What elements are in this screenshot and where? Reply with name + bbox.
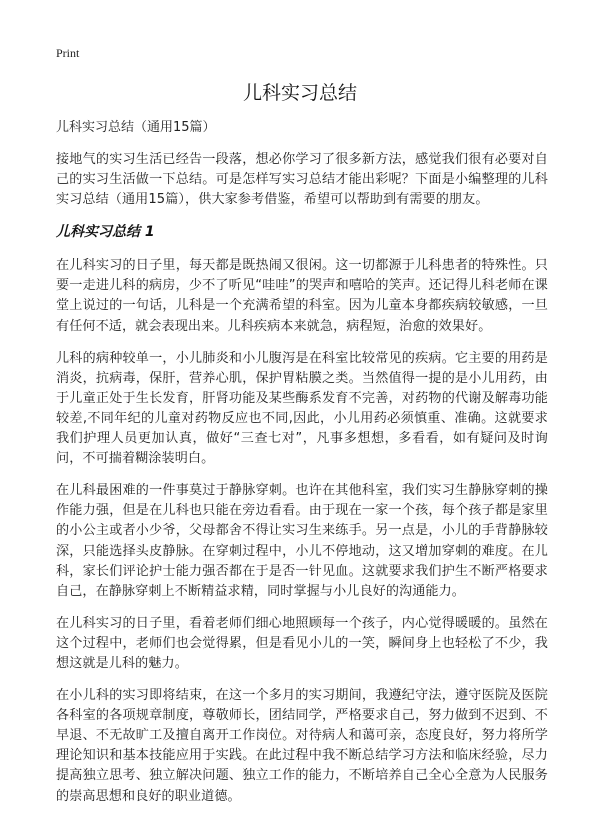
print-link[interactable]: Print [56, 46, 80, 60]
body-paragraph: 在儿科实习的日子里，看着老师们细心地照顾每一个孩子，内心觉得暖暖的。虽然在这个过程中，老师们也会觉得累，但是看见小儿的一笑，瞬间身上也轻松了不少，我想这就是儿科的魅力。 [56, 615, 548, 671]
page-title: 儿科实习总结 [242, 82, 357, 104]
body-paragraph: 儿科的病种较单一，小儿肺炎和小儿腹泻是在科室比较常见的疾病。它主要的用药是消炎，抗病毒，保肝，营养心肌，保护胃粘膜之类。当然值得一提的是小儿用药，由于儿童正处于生长发育，肝肾功能及某些酶系发育不完善，对药物的代谢及解毒功能较差,不同年纪的儿童对药物反应也不同,因此，小儿用药必须慎重、准确。这就要求我们护理人员更加认真，做好“三查七对”，凡事多想想，多看看，如有疑问及时询问，不可揣着糊涂装明白。 [56, 350, 548, 467]
document-subtitle: 儿科实习总结（通用15篇） [56, 120, 216, 135]
intro-paragraph: 接地气的实习生活已经告一段落，想必你学习了很多新方法，感觉我们很有必要对自己的实习生活做一下总结。可是怎样写实习总结才能出彩呢？下面是小编整理的儿科实习总结（通用15篇），供大家参考借鉴，希望可以帮助到有需要的朋友。 [56, 152, 548, 208]
body-paragraph: 在儿科最困难的一件事莫过于静脉穿刺。也许在其他科室，我们实习生静脉穿刺的操作能力强，但是在儿科也只能在旁边看看。由于现在一家一个孩，每个孩子都是家里的小公主或者小少爷，父母都舍不得让实习生来练手。另一点是，小儿的手背静脉较深，只能选择头皮静脉。在穿刺过程中，小儿不停地动，这又增加穿刺的难度。在儿科，家长们评论护士能力强否都在于是否一针见血。这就要求我们护生不断严格要求自己，在静脉穿刺上不断精益求精，同时掌握与小儿良好的沟通能力。 [56, 483, 548, 599]
body-paragraph: 在儿科实习的日子里，每天都是既热闹又很闲。这一切都源于儿科患者的特殊性。只要一走进儿科的病房，少不了听见“哇哇”的哭声和嘻哈的笑声。还记得儿科老师在课堂上说过的一句话，儿科是一个充满希望的科室。因为儿童本身都疾病较敏感，一旦有任何不适，就会表现出来。儿科疾病本来就急，病程短，治愈的效果好。 [56, 258, 548, 334]
body-paragraph: 在小儿科的实习即将结束，在这一个多月的实习期间，我遵纪守法，遵守医院及医院各科室的各项规章制度，尊敬师长，团结同学，严格要求自己，努力做到不迟到、不早退、不无故旷工及擅自离开工作岗位。对待病人和蔼可亲，态度良好，努力将所学理论知识和基本技能应用于实践。在此过程中我不断总结学习方法和临床经验，尽力提高独立思考、独立解决问题、独立工作的能力，不断培养自己全心全意为人民服务的崇高思想和良好的职业道德。 [56, 688, 548, 804]
document-body [56, 150, 548, 819]
section-heading: 儿科实习总结 1 [56, 224, 155, 241]
